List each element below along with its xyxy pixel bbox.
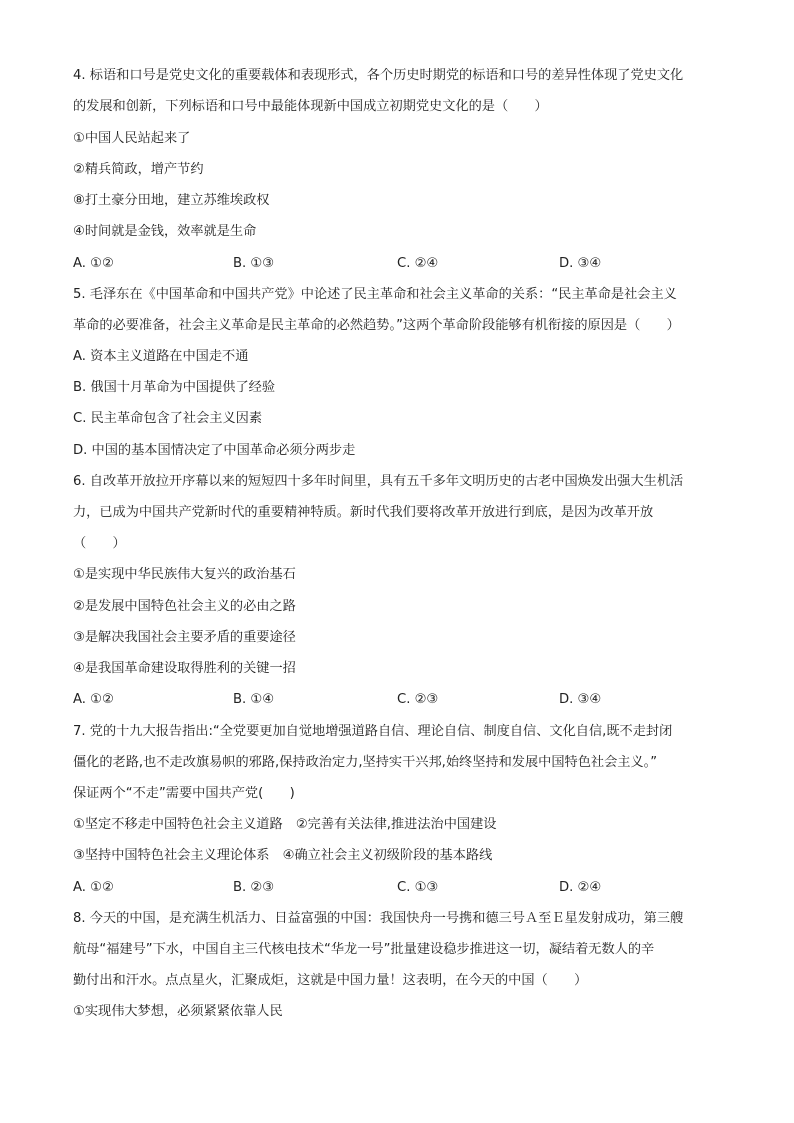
q7-stem-line-2: 僵化的老路,也不走改旗易帜的邪路,保持政治定力,坚持实干兴邦,始终坚持和发展中国特色社会主义。” [73, 755, 658, 770]
q7-option-c[interactable]: C. ①③ [397, 880, 439, 895]
q4-option-d[interactable]: D. ③④ [559, 256, 602, 271]
q4-item-3: ⑧打土豪分田地，建立苏维埃政权 [73, 193, 270, 208]
q4-item-1: ①中国人民站起来了 [73, 131, 191, 146]
q6-stem-line-1: 6. 自改革开放拉开序幕以来的短短四十多年时间里，具有五千多年文明历史的古老中国焕发出强大生机活 [73, 474, 684, 489]
q4-item-2: ②精兵简政，增产节约 [73, 162, 204, 177]
q6-option-d[interactable]: D. ③④ [559, 692, 602, 707]
q6-item-2: ②是发展中国特色社会主义的必由之路 [73, 599, 296, 614]
q6-stem-line-2: 力，已成为中国共产党新时代的重要精神特质。新时代我们要将改革开放进行到底，是因为改革开放 [73, 505, 654, 520]
q4-options [73, 254, 733, 274]
q8-stem-line-2: 航母“福建号”下水，中国自主三代核电技术“华龙一号”批量建设稳步推进这一切，凝结着无数人的辛 [73, 942, 655, 957]
q7-stem-line-3: 保证两个“不走”需要中国共产党( ) [73, 786, 295, 801]
q6-stem-line-3: （ ） [73, 536, 126, 551]
q7-items-line-2: ③坚持中国特色社会主义理论体系 ④确立社会主义初级阶段的基本路线 [73, 848, 493, 863]
q7-options [73, 878, 733, 898]
q8-stem-line-1: 8. 今天的中国，是充满生机活力、日益富强的中国：我国快舟一号携和德三号Ａ至Ｅ星发射成功，第三艘 [73, 911, 684, 926]
q6-item-1: ①是实现中华民族伟大复兴的政治基石 [73, 567, 296, 582]
q5-option-b[interactable]: B. 俄国十月革命为中国提供了经验 [73, 380, 276, 395]
q7-items-line-1: ①坚定不移走中国特色社会主义道路 ②完善有关法律,推进法治中国建设 [73, 817, 497, 832]
q5-stem-line-1: 5. 毛泽东在《中国革命和中国共产党》中论述了民主革命和社会主义革命的关系：“民主革命是社会主义 [73, 287, 677, 302]
q4-option-a[interactable]: A. ①② [73, 256, 114, 271]
q5-option-a[interactable]: A. 资本主义道路在中国走不通 [73, 349, 249, 364]
q4-option-b[interactable]: B. ①③ [233, 256, 275, 271]
q8-item-1: ①实现伟大梦想，必须紧紧依靠人民 [73, 1004, 283, 1019]
q4-item-4: ④时间就是金钱，效率就是生命 [73, 224, 257, 239]
q7-option-d[interactable]: D. ②④ [559, 880, 602, 895]
q7-stem-line-1: 7. 党的十九大报告指出:“全党要更加自觉地增强道路自信、理论自信、制度自信、文化自信,既不走封闭 [73, 724, 673, 739]
q6-option-a[interactable]: A. ①② [73, 692, 114, 707]
q4-option-c[interactable]: C. ②④ [397, 256, 439, 271]
q5-option-c[interactable]: C. 民主革命包含了社会主义因素 [73, 411, 263, 426]
q6-options [73, 690, 733, 710]
q6-item-3: ③是解决我国社会主要矛盾的重要途径 [73, 630, 296, 645]
q7-option-a[interactable]: A. ①② [73, 880, 114, 895]
q7-option-b[interactable]: B. ②③ [233, 880, 275, 895]
q8-stem-line-3: 勤付出和汗水。点点星火，汇聚成炬，这就是中国力量！这表明，在今天的中国（ ） [73, 973, 588, 988]
q4-stem-line-1: 4. 标语和口号是党史文化的重要载体和表现形式，各个历史时期党的标语和口号的差异性体现了党史文化 [73, 68, 684, 83]
q5-option-d[interactable]: D. 中国的基本国情决定了中国革命必须分两步走 [73, 443, 356, 458]
q6-item-4: ④是我国革命建设取得胜利的关键一招 [73, 661, 296, 676]
q5-stem-line-2: 革命的必要准备，社会主义革命是民主革命的必然趋势。”这两个革命阶段能够有机衔接的原因是（ ） [73, 318, 680, 333]
q4-stem-line-2: 的发展和创新，下列标语和口号中最能体现新中国成立初期党史文化的是（ ） [73, 99, 548, 114]
q6-option-b[interactable]: B. ①④ [233, 692, 275, 707]
q6-option-c[interactable]: C. ②③ [397, 692, 439, 707]
